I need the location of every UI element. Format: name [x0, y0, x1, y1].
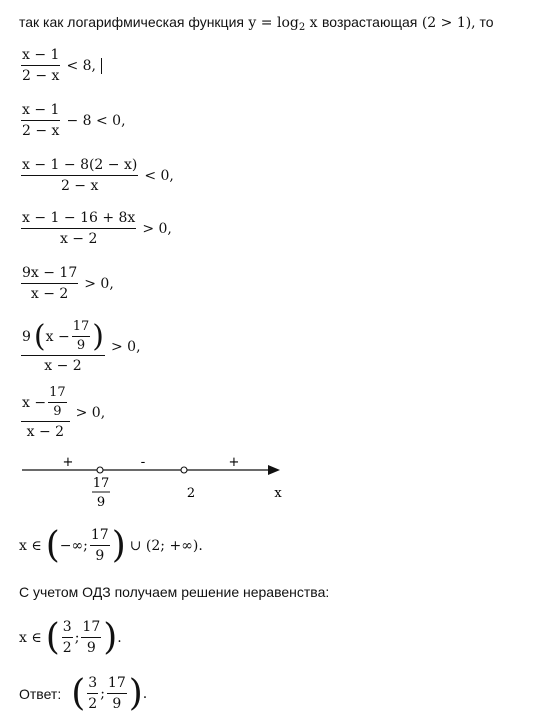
- step3-rhs: < 0,: [144, 167, 174, 184]
- step-5: [19, 265, 118, 302]
- intro-text: так как логарифмическая функция: [19, 14, 244, 30]
- solution2-fraction-2: [81, 619, 101, 656]
- step5-num: 9x − 17: [21, 265, 78, 284]
- axis-x-label: x: [274, 486, 282, 501]
- intro-func-x: x: [305, 15, 318, 31]
- solution2-num1: 3: [62, 619, 73, 638]
- solution1-fraction: [90, 527, 110, 564]
- step7-x: x −: [22, 394, 47, 411]
- step1-fraction: [21, 47, 60, 84]
- point2-label: 2: [186, 486, 196, 501]
- intro-cond: (2 > 1),: [421, 15, 476, 31]
- solution2-close-paren: ): [103, 616, 118, 658]
- step6-close-paren: ): [92, 318, 104, 354]
- step7-inner-num: 17: [48, 386, 67, 403]
- step2-den: 2 − x: [22, 123, 60, 139]
- step7-num: [21, 386, 70, 422]
- step4-den: x − 2: [59, 231, 98, 247]
- step6-num: [21, 320, 105, 356]
- step6-inner-fraction: [72, 320, 91, 353]
- intro-tail: то: [475, 14, 494, 30]
- step6-inner-den: 9: [76, 338, 86, 353]
- sign-interval-3: +: [228, 455, 240, 470]
- step6-rhs: > 0,: [110, 339, 141, 355]
- step3-num: x − 1 − 8(2 − x): [21, 157, 138, 176]
- solution1-union: ∪ (2; +∞).: [129, 537, 203, 554]
- answer-open-paren: (: [71, 672, 86, 714]
- step3-fraction: [21, 157, 138, 194]
- step3-den: 2 − x: [60, 178, 99, 194]
- step6-fraction: [21, 320, 105, 374]
- solution1-close-paren: ): [111, 524, 126, 566]
- solution2-num2: 17: [81, 619, 101, 638]
- solution-2: [19, 616, 122, 658]
- odz-text: С учетом ОДЗ получаем решение неравенства:: [19, 584, 330, 600]
- solution-1: [19, 524, 203, 566]
- step6-inner-num: 17: [72, 320, 91, 337]
- step5-fraction: [21, 265, 78, 302]
- answer-den1: 2: [88, 696, 98, 712]
- solution2-open-paren: (: [45, 616, 60, 658]
- answer-num1: 3: [87, 675, 98, 694]
- solution1-den: 9: [95, 548, 105, 564]
- step6-inner-x: x −: [45, 328, 70, 345]
- step5-rhs: > 0,: [84, 275, 114, 292]
- answer-sep: ;: [100, 685, 105, 702]
- step4-rhs: > 0,: [142, 220, 172, 237]
- solution1-num: 17: [90, 527, 110, 546]
- step7-den: x − 2: [26, 424, 65, 440]
- step1-num: x − 1: [21, 47, 60, 66]
- sign-interval-2: -: [140, 455, 146, 470]
- step6-den: x − 2: [44, 358, 82, 374]
- solution2-den2: 9: [86, 640, 96, 656]
- answer-fraction-2: [107, 675, 127, 712]
- step4-fraction: [21, 210, 136, 247]
- solution2-sep: ;: [74, 629, 80, 646]
- intro-func-y: y = log: [248, 15, 299, 31]
- step-3: [19, 157, 178, 194]
- step7-inner-fraction: [48, 386, 67, 419]
- step7-inner-den: 9: [53, 404, 62, 419]
- step-7: [19, 386, 109, 440]
- point-17-9: [97, 467, 103, 473]
- step4-num: x − 1 − 16 + 8x: [21, 210, 136, 229]
- step-4: [19, 210, 176, 247]
- step1-rhs: < 8,: [66, 57, 96, 74]
- step7-fraction: [21, 386, 70, 440]
- step7-rhs: > 0,: [75, 405, 106, 421]
- intro-line: [19, 14, 494, 33]
- step2-fraction: [21, 102, 60, 139]
- solution2-den1: 2: [62, 640, 72, 656]
- point1-den: 9: [96, 495, 106, 510]
- step5-den: x − 2: [30, 286, 69, 302]
- sign-interval-1: +: [62, 455, 74, 470]
- solution2-end: .: [117, 629, 122, 646]
- answer: [19, 672, 148, 714]
- step6-open-paren: (: [33, 318, 46, 354]
- step6-coef: 9: [22, 328, 31, 345]
- solution1-x-in: x ∈: [19, 537, 42, 554]
- solution2-x-in: x ∈: [19, 629, 42, 646]
- answer-end: .: [142, 685, 148, 702]
- solution1-left: −∞;: [59, 537, 88, 554]
- intro-text2: возрастающая: [322, 14, 418, 30]
- step2-rhs: − 8 < 0,: [66, 112, 126, 129]
- step-6: [19, 320, 145, 374]
- answer-close-paren: ): [128, 672, 143, 714]
- answer-den2: 9: [112, 696, 122, 712]
- answer-label: Ответ:: [19, 685, 62, 702]
- answer-num2: 17: [107, 675, 127, 694]
- solution1-open-paren: (: [45, 524, 60, 566]
- number-line: [0, 450, 320, 520]
- solution2-fraction-1: [62, 619, 73, 656]
- answer-fraction-1: [87, 675, 98, 712]
- step-2: [19, 102, 130, 139]
- text-cursor: [101, 58, 102, 74]
- point1-num: 17: [92, 476, 110, 491]
- step-1: [19, 47, 102, 84]
- step2-num: x − 1: [21, 102, 60, 121]
- point-2: [181, 467, 187, 473]
- intro-func-base: 2: [298, 22, 306, 33]
- step1-den: 2 − x: [22, 68, 60, 84]
- number-line-arrow-icon: [268, 465, 280, 475]
